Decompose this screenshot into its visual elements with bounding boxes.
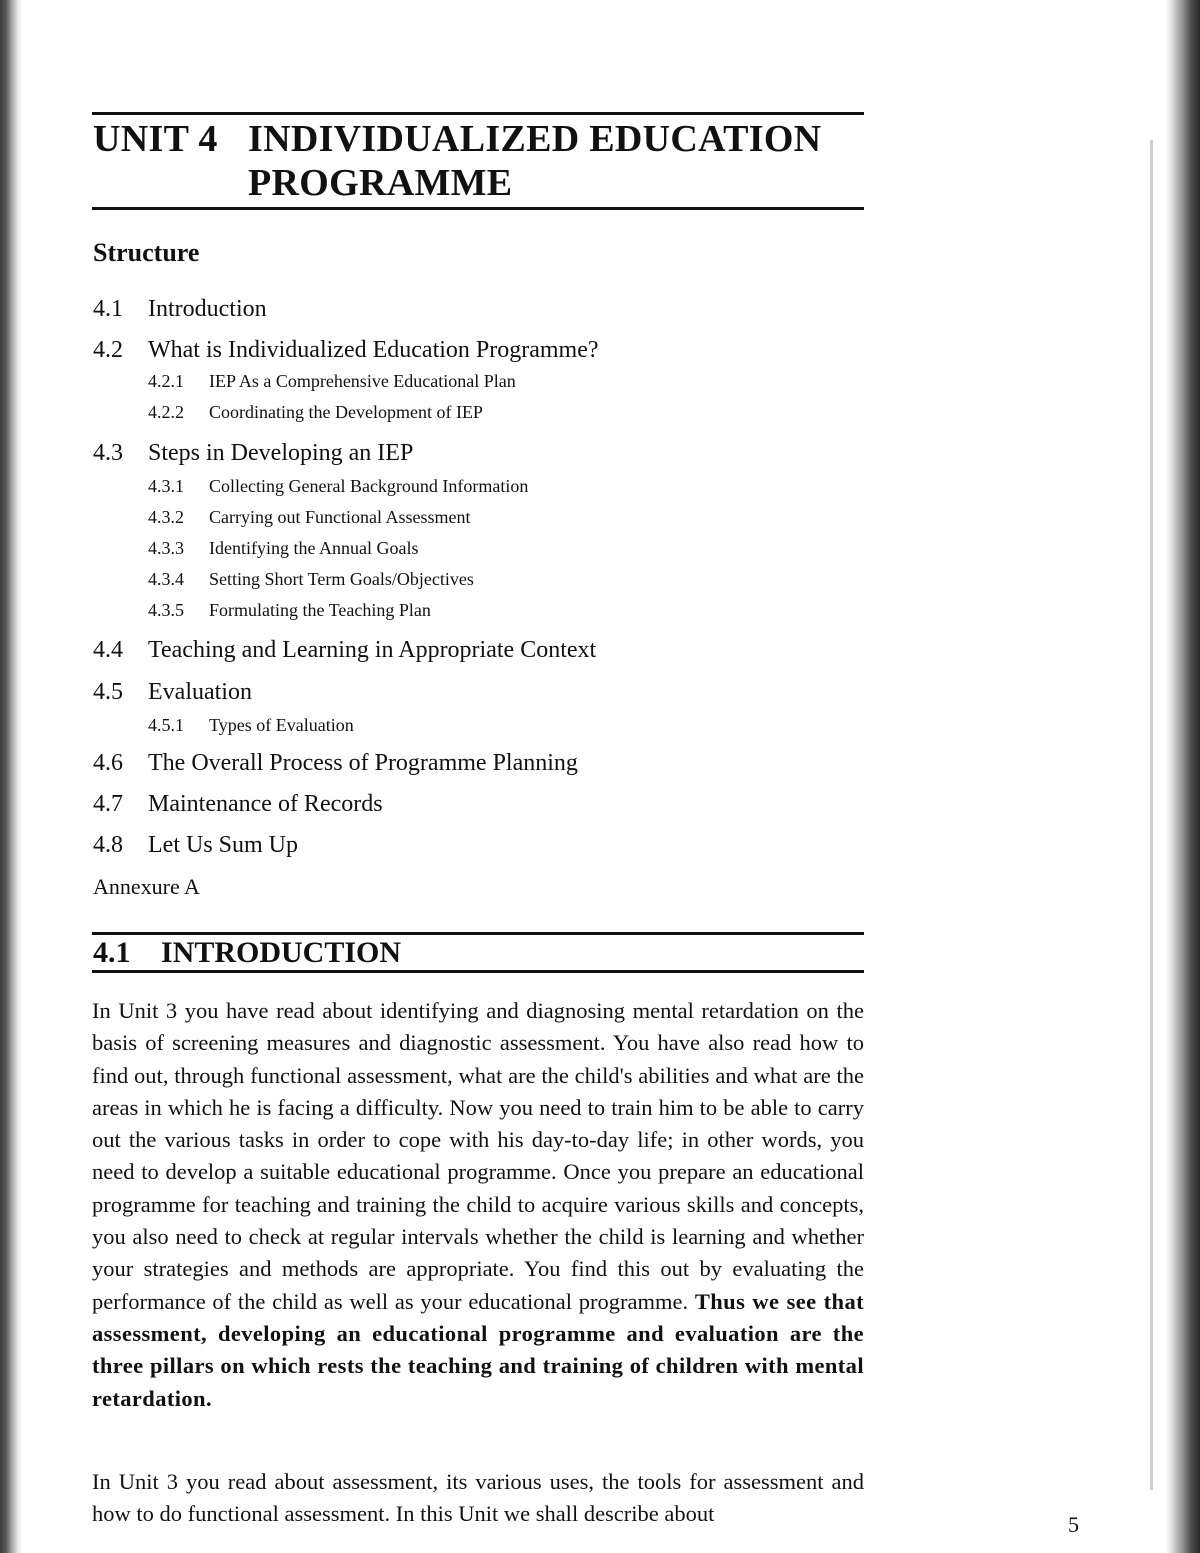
section-title: INTRODUCTION: [161, 936, 402, 969]
title-top-rule: [92, 112, 864, 115]
scan-edge-left: [0, 0, 22, 1553]
toc-number: 4.3: [93, 440, 123, 466]
section-top-rule: [92, 932, 864, 935]
intro-paragraph-2: In Unit 3 you read about assessment, its various uses, the tools for assessment and how to do functional assessment. In this Unit we shall describe about: [92, 1469, 864, 1527]
unit-title: INDIVIDUALIZED EDUCATION PROGRAMME: [248, 118, 822, 204]
toc-number: 4.4: [93, 637, 123, 663]
section-bottom-rule: [92, 970, 864, 973]
toc-text: Collecting General Background Information: [209, 476, 529, 496]
toc-text: Types of Evaluation: [209, 715, 354, 735]
toc-text: Steps in Developing an IEP: [148, 440, 414, 466]
toc-number: 4.5: [93, 679, 123, 705]
toc-number: 4.2.1: [148, 371, 184, 391]
toc-text: Teaching and Learning in Appropriate Context: [148, 637, 597, 663]
toc-text: Annexure A: [93, 874, 200, 899]
page-number: 5: [1068, 1512, 1079, 1537]
toc-text: The Overall Process of Programme Planning: [148, 750, 578, 776]
toc-number: 4.3.3: [148, 538, 184, 558]
unit-label: UNIT 4: [93, 118, 218, 160]
toc-text: Setting Short Term Goals/Objectives: [209, 569, 474, 589]
toc-text: Maintenance of Records: [148, 791, 383, 817]
toc-number: 4.5.1: [148, 715, 184, 735]
scan-edge-line: [1150, 140, 1153, 1490]
toc-text: Evaluation: [148, 679, 252, 705]
toc-text: Coordinating the Development of IEP: [209, 402, 483, 422]
toc-text: IEP As a Comprehensive Educational Plan: [209, 371, 516, 391]
toc-number: 4.3.2: [148, 507, 184, 527]
toc-number: 4.8: [93, 832, 123, 858]
structure-heading: Structure: [93, 238, 200, 267]
toc-text: Identifying the Annual Goals: [209, 538, 419, 558]
toc-text: Carrying out Functional Assessment: [209, 507, 471, 527]
toc-number: 4.7: [93, 791, 123, 817]
toc-text: What is Individualized Education Programme?: [148, 337, 599, 363]
title-bottom-rule: [92, 207, 864, 210]
toc-number: 4.3.5: [148, 600, 184, 620]
toc-number: 4.2: [93, 337, 123, 363]
toc-number: 4.2.2: [148, 402, 184, 422]
paragraph-text: In Unit 3 you have read about identifying and diagnosing mental retardation on the basis of screening measures and diagnostic assessment. You have also read how to find out, through functional assessment, what are the child's abilities and what are the areas in which he is facing a difficulty. Now you need to train him to be able to carry out the various tasks in order to cope with his day-to-day life; in other words, you need to develop a suitable educational programme. Once you prepare an educational programme for teaching and training the child to acquire various skills and concepts, you also need to check at regular intervals whether the child is learning and whether your strategies and methods are appropriate. You find this out by evaluating the performance of the child as well as your educational programme.: [92, 998, 864, 1314]
scan-edge-right: [1166, 0, 1200, 1553]
paragraph-bold-text: Thus we see that assessment, developing an educational programme and evaluation are the three pillars on which rests the teaching and training of children with mental retardation.: [92, 1288, 864, 1411]
toc-number: 4.3.4: [148, 569, 184, 589]
toc-number: 4.3.1: [148, 476, 184, 496]
intro-paragraph-1: [92, 995, 864, 1415]
section-number: 4.1: [93, 936, 131, 969]
toc-text: Let Us Sum Up: [148, 832, 298, 858]
toc-text: Formulating the Teaching Plan: [209, 600, 431, 620]
toc-number: 4.1: [93, 296, 123, 322]
toc-number: 4.6: [93, 750, 123, 776]
toc-text: Introduction: [148, 296, 267, 322]
